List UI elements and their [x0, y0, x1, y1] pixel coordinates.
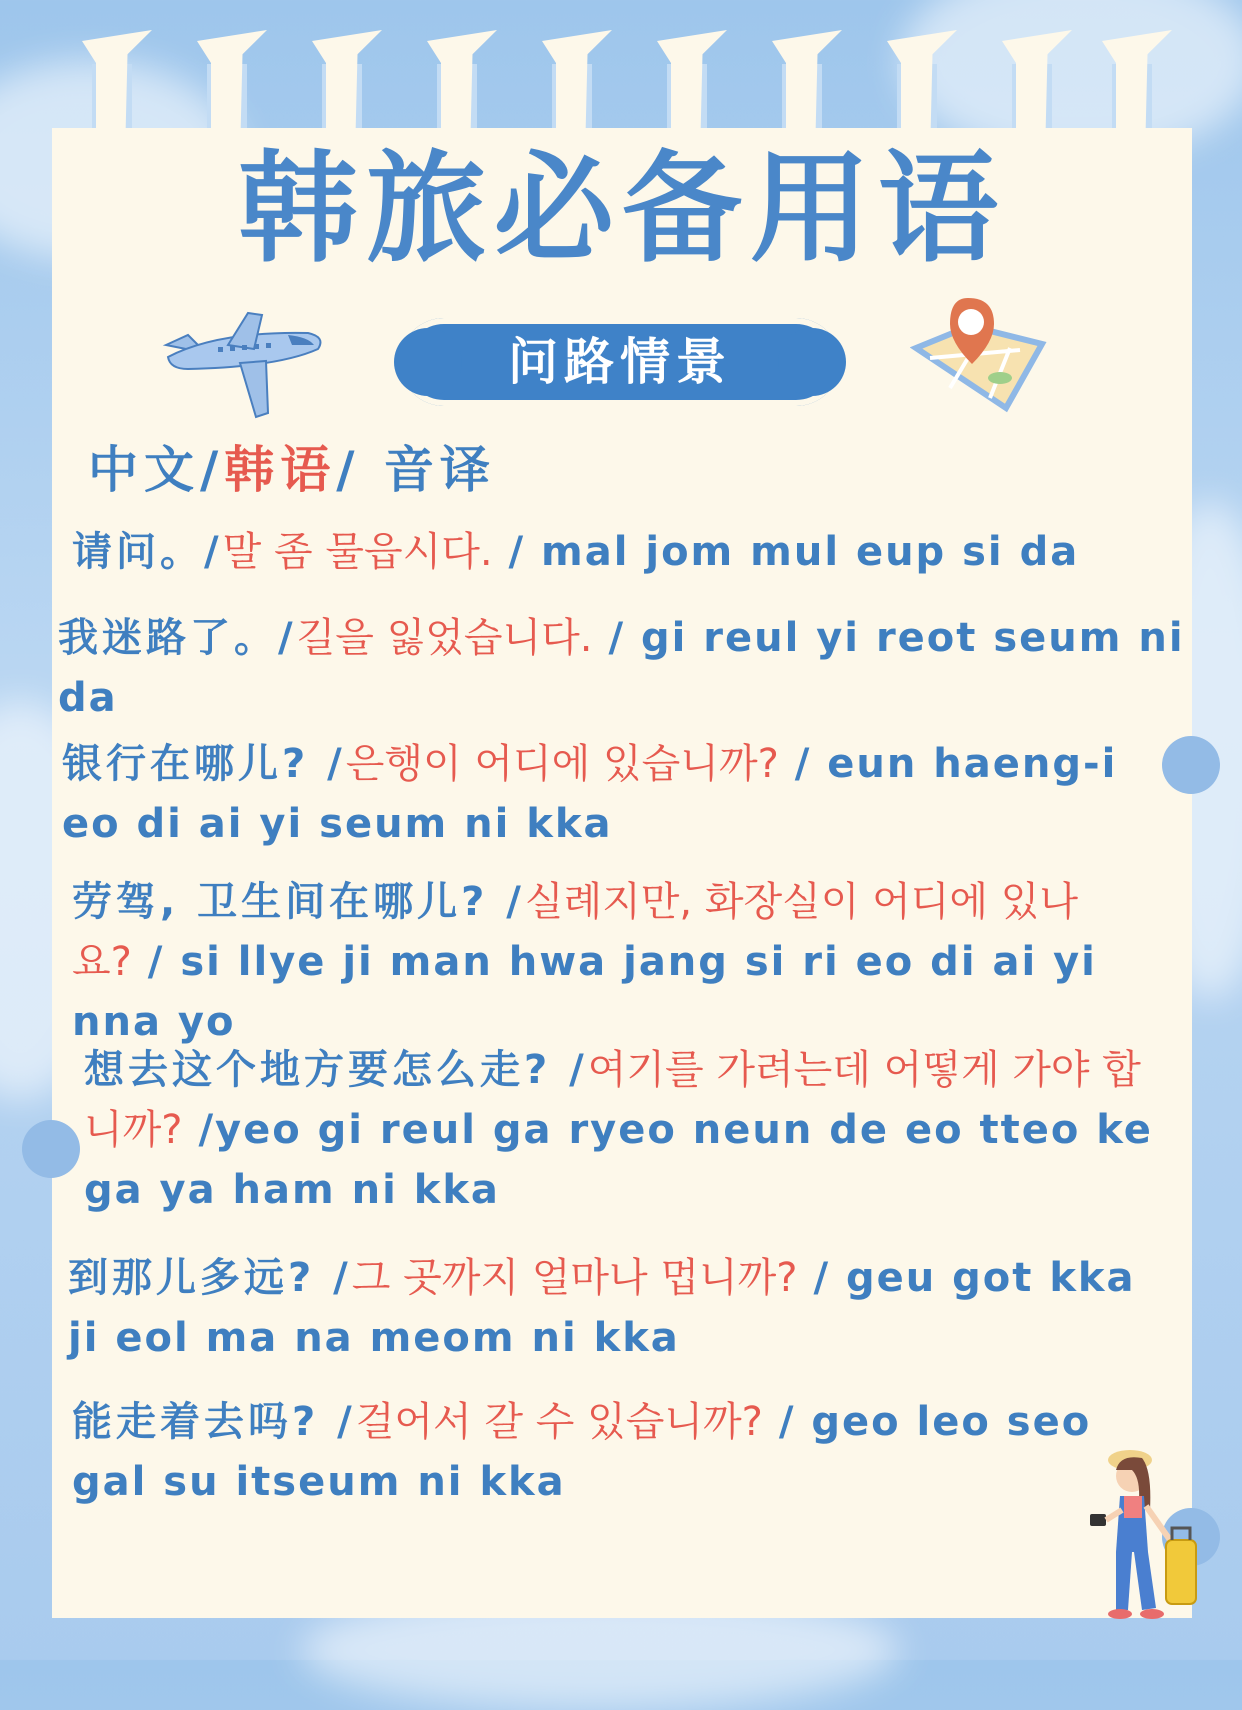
decorative-circle: [1162, 736, 1220, 794]
phrase-item: [84, 1040, 1154, 1220]
subtitle-pill: [400, 318, 840, 406]
phrase-kr: 말 좀 물읍시다.: [222, 529, 493, 575]
phrase-kr: 여기를 가려는데 어떻게 가야 합니까?: [84, 1047, 1141, 1153]
phrase-zh: 到那儿多远? /: [68, 1255, 352, 1301]
phrase-kr: 그 곳까지 얼마나 멉니까?: [351, 1255, 798, 1301]
header-kr: 韩语: [224, 441, 337, 499]
header-zh: 中文/: [88, 441, 225, 499]
phrase-zh: 能走着去吗? /: [72, 1399, 356, 1445]
phrase-item: [72, 1392, 1112, 1512]
phrase-item: [72, 872, 1132, 1052]
phrase-kr: 실례지만, 화장실이 어디에 있나요?: [72, 879, 1079, 985]
phrase-romanization: / mal jom mul eup si da: [492, 529, 1080, 575]
column-header: [88, 440, 496, 500]
traveler-girl-illustration: [1080, 1440, 1220, 1640]
header-rest: / 音译: [336, 441, 496, 499]
phrase-zh: 我迷路了。/: [58, 615, 297, 661]
phrase-zh: 请问。/: [72, 529, 223, 575]
phrase-zh: 想去这个地方要怎么走? /: [84, 1047, 588, 1093]
phrase-item: [68, 1248, 1158, 1368]
phrase-romanization: / si llye ji man hwa jang si ri eo di ai yi nna yo: [72, 939, 1097, 1045]
phrase-kr: 길을 잃었습니다.: [296, 615, 593, 661]
phrase-item: [58, 608, 1188, 728]
phrase-item: [62, 734, 1152, 854]
phrase-romanization: / gi reul yi reot seum ni da: [58, 615, 1185, 721]
phrase-zh: 劳驾, 卫生间在哪儿? /: [72, 879, 525, 925]
phrase-kr: 걸어서 갈 수 있습니까?: [355, 1399, 763, 1445]
paper-tabs: [52, 30, 1192, 140]
phrase-kr: 은행이 어디에 있습니까?: [345, 741, 779, 787]
phrase-zh: 银行在哪儿? /: [62, 741, 346, 787]
page-title: 韩旅必备用语: [238, 140, 1006, 279]
phrase-romanization: / geo leo seo gal su itseum ni kka: [72, 1399, 1092, 1505]
airplane-icon: [158, 305, 328, 425]
phrase-romanization: / eun haeng-i eo di ai yi seum ni kka: [62, 741, 1118, 847]
subtitle-label: 问路情景: [508, 333, 732, 391]
phrase-romanization: /yeo gi reul ga ryeo neun de eo tteo ke ga ya ham ni kka: [84, 1107, 1153, 1213]
phrase-romanization: / geu got kka ji eol ma na meom ni kka: [68, 1255, 1136, 1361]
decorative-circle: [22, 1120, 80, 1178]
map-pin-icon: [910, 298, 1050, 418]
phrase-item: [72, 522, 1132, 582]
